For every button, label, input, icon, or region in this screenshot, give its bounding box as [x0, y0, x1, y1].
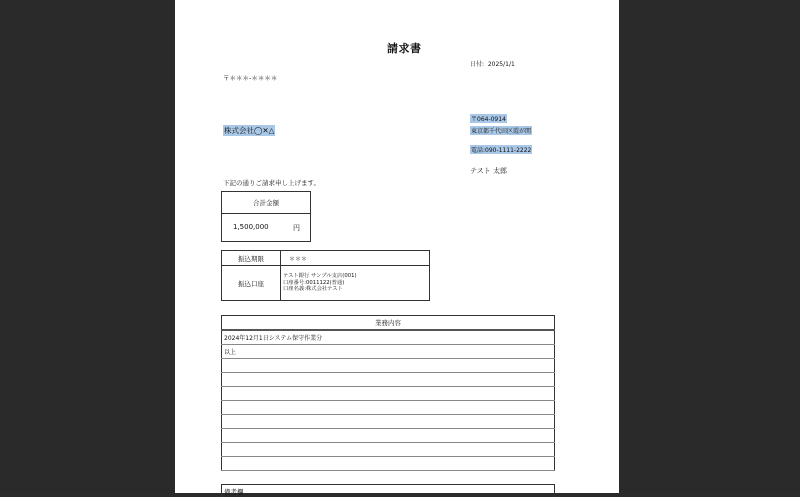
sender-name: テスト 太郎	[470, 166, 507, 176]
sender-phone[interactable]: 電話:090-1111-2222	[470, 145, 532, 154]
document-title: 請求書	[387, 40, 422, 56]
account-label: 振込口座	[222, 266, 281, 301]
invoice-page	[175, 0, 619, 493]
account-details	[281, 266, 430, 301]
intro-text: 下記の通りご請求申し上げます。	[223, 178, 320, 187]
recipient-postal-code: 〒＊＊＊-＊＊＊＊	[223, 73, 277, 82]
work-row	[222, 429, 555, 443]
work-row: 以上	[222, 345, 555, 359]
account-number: 口座番号:0011122(普通)	[283, 280, 429, 287]
work-row	[222, 387, 555, 401]
work-row	[222, 359, 555, 373]
date-value: 2025/1/1	[488, 61, 515, 68]
work-row	[222, 401, 555, 415]
work-row	[222, 443, 555, 457]
date-label: 日付:	[470, 61, 484, 68]
work-header: 業務内容	[222, 316, 555, 331]
account-bank: テスト銀行 サンプル支店(001)	[283, 273, 429, 280]
transfer-info-table	[221, 250, 430, 301]
total-amount: 1,500,000	[233, 223, 269, 233]
deadline-label: 振込期限	[222, 251, 281, 266]
total-header: 合計金額	[222, 192, 311, 214]
work-row	[222, 373, 555, 387]
sender-postal-code[interactable]: 〒064-0914	[470, 114, 507, 123]
work-row: 2024年12月1日システム保守作業分	[222, 330, 555, 345]
work-content-table	[221, 315, 555, 471]
sender-address[interactable]: 東京都千代田区霞が関	[470, 126, 532, 135]
total-amount-cell	[222, 214, 311, 242]
deadline-value: ＊＊＊	[281, 251, 430, 266]
account-holder: 口座名義:株式会社テスト	[283, 286, 429, 293]
total-amount-box	[221, 191, 311, 242]
recipient-company-name[interactable]: 株式会社◯✕△	[223, 125, 275, 136]
work-row	[222, 415, 555, 429]
date-field	[470, 59, 515, 68]
remarks-table	[221, 484, 555, 497]
work-row	[222, 457, 555, 471]
total-currency: 円	[293, 223, 300, 233]
remarks-header: 備考欄	[222, 485, 555, 497]
